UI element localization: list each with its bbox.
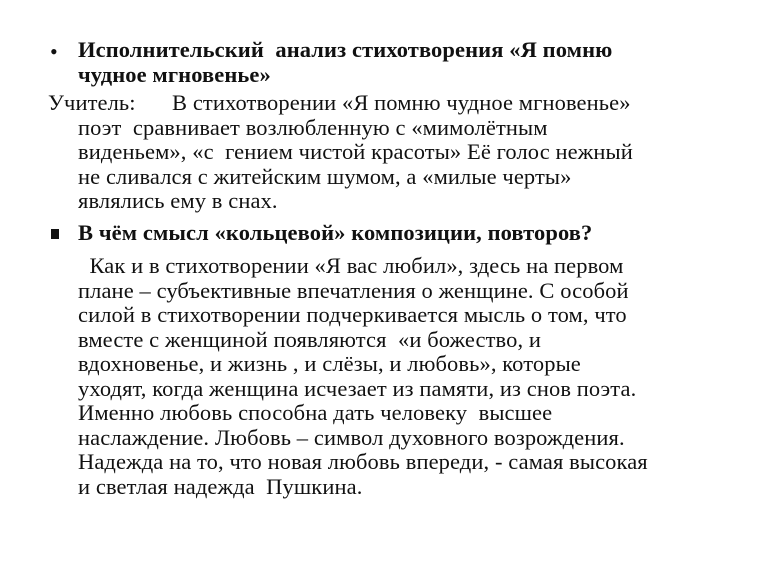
answer-line-4: вместе с женщиной появляются «и божество, и <box>78 326 542 352</box>
answer-line-8: наслаждение. Любовь – символ духовного возрождения. <box>78 424 625 450</box>
teacher-line-4: являлись ему в снах. <box>78 188 278 213</box>
heading-question <box>48 221 748 246</box>
answer-line-5: вдохновенье, и жизнь , и слёзы, и любовь», которые <box>78 351 581 376</box>
answer-paragraph <box>48 254 758 499</box>
teacher-line-2: виденьем», «с гением чистой красоты» Её голос нежный <box>78 139 633 164</box>
answer-line-6: уходят, когда женщина исчезает из памяти, из снов поэта. <box>78 375 637 401</box>
answer-line-2: плане – субъективные впечатления о женщине. С особой <box>78 277 629 303</box>
teacher-label: Учитель: <box>48 90 136 115</box>
answer-line-10: и светлая надежда Пушкина. <box>78 473 363 499</box>
teacher-paragraph <box>48 91 748 214</box>
heading-analysis-line-1: Исполнительский анализ стихотворения «Я помню <box>78 37 613 62</box>
heading-analysis <box>48 38 748 87</box>
teacher-first-line <box>48 91 748 116</box>
answer-line-7: Именно любовь способна дать человеку высшее <box>78 400 553 425</box>
heading-analysis-line-2: чудное мгновенье» <box>78 61 271 87</box>
teacher-line-0: В стихотворении «Я помню чудное мгновенье» <box>172 90 631 115</box>
answer-line-9: Надежда на то, что новая любовь впереди, - самая высокая <box>78 449 648 474</box>
teacher-line-3: не сливался с житейским шумом, а «милые черты» <box>78 163 572 189</box>
bullet-dot-icon: • <box>50 39 58 64</box>
answer-line-3: силой в стихотворении подчеркивается мысль о том, что <box>78 302 627 327</box>
teacher-line-1: поэт сравнивает возлюбленную с «мимолётным <box>78 114 548 140</box>
heading-question-text: В чём смысл «кольцевой» композиции, повторов? <box>78 220 593 245</box>
answer-line-1: Как и в стихотворении «Я вас любил», здесь на первом <box>78 253 624 278</box>
